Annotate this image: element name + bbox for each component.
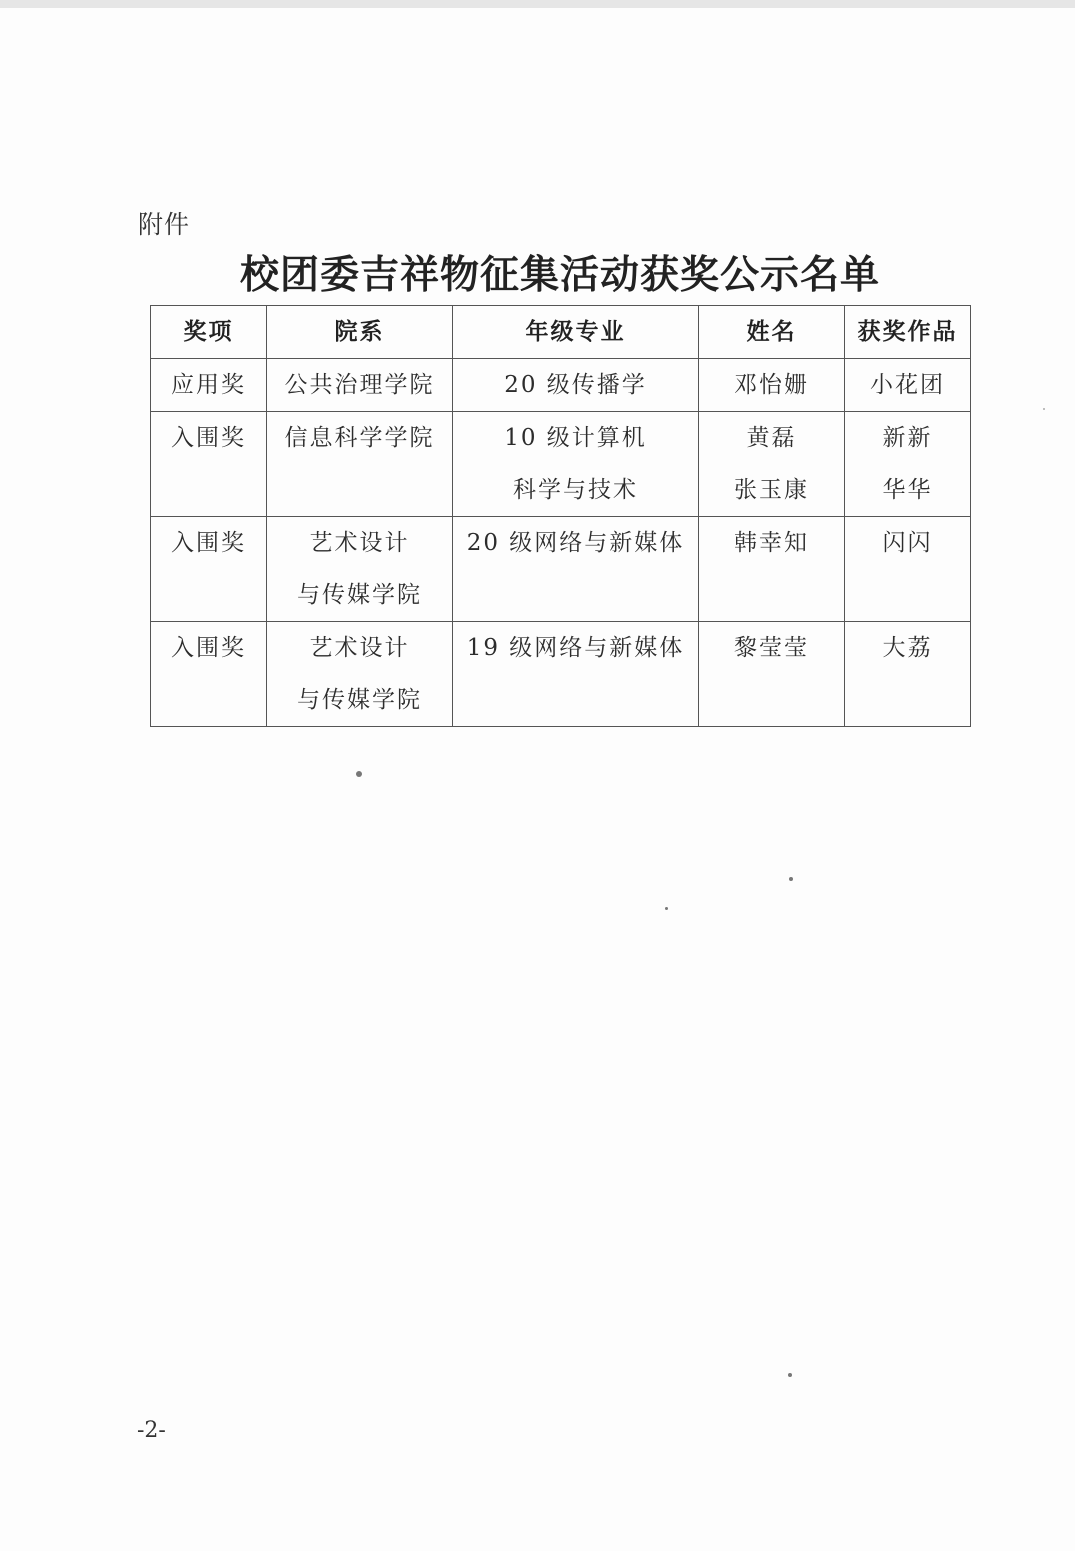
attachment-label: 附件	[138, 210, 191, 239]
scan-speck	[788, 1373, 792, 1377]
top-band	[0, 0, 1075, 8]
cell-award: 入围奖	[151, 622, 267, 727]
document-title: 校团委吉祥物征集活动获奖公示名单	[239, 252, 880, 298]
cell-award: 入围奖	[151, 412, 267, 517]
cell-award: 应用奖	[151, 359, 267, 412]
cell-college: 艺术设计 与传媒学院	[267, 622, 453, 727]
header-name: 姓名	[699, 306, 845, 359]
award-table	[150, 305, 971, 727]
table-row	[151, 622, 971, 727]
cell-work: 闪闪	[845, 517, 971, 622]
cell-work: 小花团	[845, 359, 971, 412]
cell-college: 信息科学学院	[267, 412, 453, 517]
scan-speck	[665, 907, 668, 910]
header-award: 奖项	[151, 306, 267, 359]
cell-major: 20 级传播学	[453, 359, 699, 412]
scan-speck	[1043, 408, 1045, 410]
cell-major: 20 级网络与新媒体	[453, 517, 699, 622]
header-work: 获奖作品	[845, 306, 971, 359]
scan-speck	[789, 877, 793, 881]
page-number: -2-	[137, 1418, 166, 1443]
table-row	[151, 359, 971, 412]
cell-name: 黄磊 张玉康	[699, 412, 845, 517]
cell-college: 艺术设计 与传媒学院	[267, 517, 453, 622]
cell-name: 邓怡姗	[699, 359, 845, 412]
cell-major: 10 级计算机 科学与技术	[453, 412, 699, 517]
header-major: 年级专业	[453, 306, 699, 359]
cell-award: 入围奖	[151, 517, 267, 622]
cell-name: 韩幸知	[699, 517, 845, 622]
header-college: 院系	[267, 306, 453, 359]
table-row	[151, 412, 971, 517]
cell-work: 大荔	[845, 622, 971, 727]
table-header-row	[151, 306, 971, 359]
cell-college: 公共治理学院	[267, 359, 453, 412]
cell-work: 新新 华华	[845, 412, 971, 517]
table-row	[151, 517, 971, 622]
cell-name: 黎莹莹	[699, 622, 845, 727]
cell-major: 19 级网络与新媒体	[453, 622, 699, 727]
scan-speck	[356, 771, 362, 777]
